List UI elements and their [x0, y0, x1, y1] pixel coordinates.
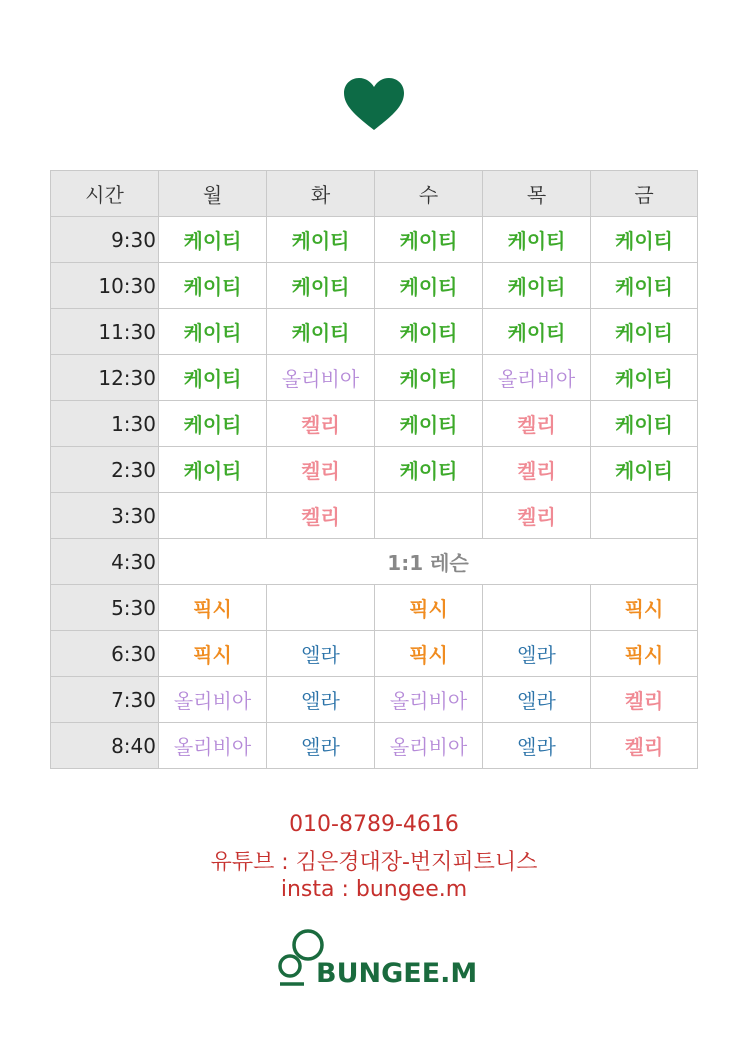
instructor-cell: 켈리 [267, 401, 375, 447]
table-row [51, 263, 698, 309]
time-slot: 3:30 [51, 493, 159, 539]
instructor-cell: 픽시 [159, 585, 267, 631]
column-header-day: 목 [483, 171, 591, 217]
time-slot: 12:30 [51, 355, 159, 401]
table-row [51, 631, 698, 677]
instructor-cell: 케이티 [267, 217, 375, 263]
instagram-handle: insta : bungee.m [280, 877, 468, 902]
instructor-cell: 케이티 [267, 263, 375, 309]
instructor-cell: 올리비아 [159, 677, 267, 723]
instructor-cell: 케이티 [375, 447, 483, 493]
instructor-cell [591, 493, 698, 539]
instructor-cell: 케이티 [591, 401, 698, 447]
logo-circle-large [294, 931, 322, 959]
time-slot: 8:40 [51, 723, 159, 769]
instructor-cell: 엘라 [483, 677, 591, 723]
schedule-table [50, 170, 698, 769]
instructor-cell: 케이티 [375, 217, 483, 263]
instructor-cell: 켈리 [267, 493, 375, 539]
instructor-cell: 엘라 [483, 723, 591, 769]
table-row [51, 585, 698, 631]
instructor-cell: 엘라 [267, 677, 375, 723]
table-row [51, 401, 698, 447]
time-slot: 4:30 [51, 539, 159, 585]
private-lesson-cell: 1:1 레슨 [159, 539, 698, 585]
table-row [51, 539, 698, 585]
time-slot: 6:30 [51, 631, 159, 677]
instructor-cell: 켈리 [483, 447, 591, 493]
time-slot: 1:30 [51, 401, 159, 447]
instructor-cell: 케이티 [375, 309, 483, 355]
instructor-cell: 켈리 [591, 723, 698, 769]
instructor-cell [159, 493, 267, 539]
instructor-cell: 케이티 [159, 263, 267, 309]
instructor-cell: 케이티 [375, 263, 483, 309]
instructor-cell: 올리비아 [159, 723, 267, 769]
instructor-cell: 올리비아 [483, 355, 591, 401]
instructor-cell: 케이티 [375, 401, 483, 447]
column-header-time: 시간 [51, 171, 159, 217]
schedule-body [51, 217, 698, 769]
instructor-cell: 케이티 [591, 217, 698, 263]
instructor-cell: 켈리 [483, 493, 591, 539]
instructor-cell: 케이티 [591, 355, 698, 401]
time-slot: 7:30 [51, 677, 159, 723]
time-slot: 11:30 [51, 309, 159, 355]
instructor-cell: 케이티 [159, 217, 267, 263]
instructor-cell: 픽시 [159, 631, 267, 677]
time-slot: 9:30 [51, 217, 159, 263]
instructor-cell: 케이티 [159, 447, 267, 493]
instructor-cell: 엘라 [267, 723, 375, 769]
instructor-cell: 케이티 [591, 447, 698, 493]
table-row [51, 217, 698, 263]
instructor-cell: 케이티 [375, 355, 483, 401]
instructor-cell: 케이티 [591, 263, 698, 309]
logo-circle-small [280, 956, 300, 976]
instructor-cell: 픽시 [591, 585, 698, 631]
column-header-day: 수 [375, 171, 483, 217]
table-row [51, 493, 698, 539]
instructor-cell: 케이티 [483, 309, 591, 355]
time-slot: 10:30 [51, 263, 159, 309]
heart-icon [342, 78, 406, 132]
table-row [51, 677, 698, 723]
instructor-cell: 케이티 [159, 401, 267, 447]
instructor-cell: 케이티 [591, 309, 698, 355]
instructor-cell: 픽시 [591, 631, 698, 677]
instructor-cell: 엘라 [267, 631, 375, 677]
instructor-cell: 켈리 [267, 447, 375, 493]
instructor-cell: 올리비아 [267, 355, 375, 401]
instructor-cell: 올리비아 [375, 677, 483, 723]
table-row [51, 355, 698, 401]
table-row [51, 309, 698, 355]
instructor-cell: 픽시 [375, 631, 483, 677]
instructor-cell [375, 493, 483, 539]
instructor-cell [267, 585, 375, 631]
phone-number: 010-8789-4616 [289, 812, 459, 837]
column-header-day: 금 [591, 171, 698, 217]
logo-text: BUNGEE.M [316, 958, 478, 989]
table-row [51, 723, 698, 769]
column-header-day: 월 [159, 171, 267, 217]
instructor-cell: 케이티 [267, 309, 375, 355]
instructor-cell: 켈리 [591, 677, 698, 723]
instructor-cell: 엘라 [483, 631, 591, 677]
time-slot: 2:30 [51, 447, 159, 493]
instructor-cell: 올리비아 [375, 723, 483, 769]
instructor-cell: 픽시 [375, 585, 483, 631]
youtube-channel: 유튜브 : 김은경대장-번지피트니스 [210, 850, 538, 875]
time-slot: 5:30 [51, 585, 159, 631]
instructor-cell: 케이티 [483, 217, 591, 263]
instructor-cell: 케이티 [159, 355, 267, 401]
instructor-cell: 켈리 [483, 401, 591, 447]
schedule-header [51, 171, 698, 217]
instructor-cell [483, 585, 591, 631]
column-header-day: 화 [267, 171, 375, 217]
table-row [51, 447, 698, 493]
instructor-cell: 케이티 [159, 309, 267, 355]
instructor-cell: 케이티 [483, 263, 591, 309]
